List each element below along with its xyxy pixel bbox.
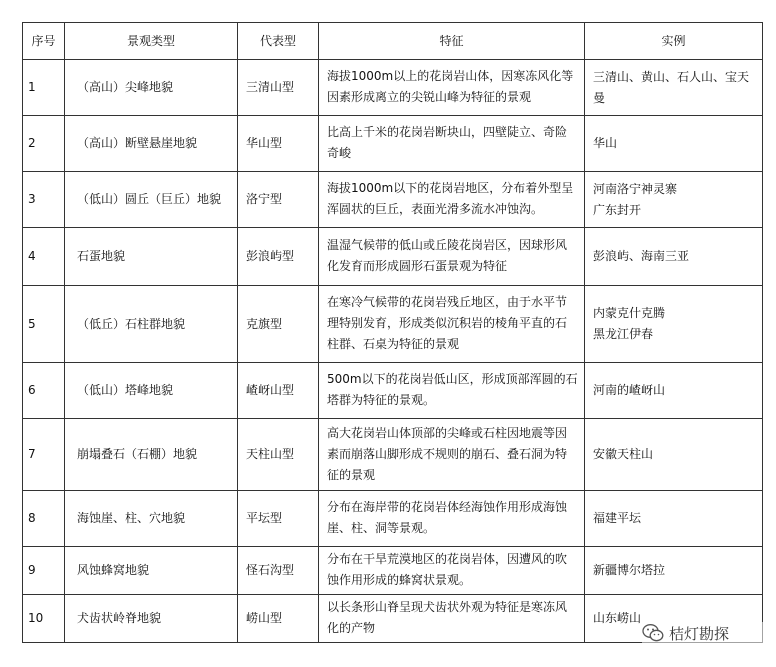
row-feature: 海拔1000m以上的花岗岩山体，因寒冻风化等因素形成离立的尖锐山峰为特征的景观: [319, 60, 585, 116]
row-landform: 犬齿状岭脊地貌: [65, 595, 238, 643]
row-landform: 风蚀蜂窝地貌: [65, 547, 238, 595]
row-example: 河南的嵖岈山: [585, 363, 763, 419]
row-type: 平坛型: [238, 491, 319, 547]
row-landform: （低山）圆丘（巨丘）地貌: [65, 172, 238, 228]
watermark: [642, 622, 768, 644]
row-type: 华山型: [238, 116, 319, 172]
row-example: 河南洛宁神灵寨 广东封开: [585, 172, 763, 228]
row-type: 怪石沟型: [238, 547, 319, 595]
row-type: 崂山型: [238, 595, 319, 643]
row-index: 3: [23, 172, 65, 228]
row-example: 内蒙克什克腾 黑龙江伊春: [585, 286, 763, 363]
row-index: 6: [23, 363, 65, 419]
row-type: 嵖岈山型: [238, 363, 319, 419]
row-index: 8: [23, 491, 65, 547]
table-row: [23, 491, 763, 547]
row-example: 新疆博尔塔拉: [585, 547, 763, 595]
table-row: [23, 286, 763, 363]
row-landform: （高山）断壁悬崖地貌: [65, 116, 238, 172]
table-row: [23, 363, 763, 419]
row-type: 彭浪屿型: [238, 228, 319, 286]
watermark-text: 桔灯勘探: [669, 624, 730, 643]
header-feature: 特征: [319, 23, 585, 60]
row-index: 5: [23, 286, 65, 363]
table-header-row: [23, 23, 763, 60]
header-index: 序号: [23, 23, 65, 60]
wechat-icon: [642, 623, 664, 643]
row-landform: （低山）塔峰地貌: [65, 363, 238, 419]
table-row: [23, 419, 763, 491]
table-row: [23, 60, 763, 116]
row-index: 1: [23, 60, 65, 116]
row-index: 2: [23, 116, 65, 172]
table-row: [23, 228, 763, 286]
row-example: 华山: [585, 116, 763, 172]
row-feature: 温湿气候带的低山或丘陵花岗岩区，因球形风化发育而形成圆形石蛋景观为特征: [319, 228, 585, 286]
row-feature: 以长条形山脊呈现犬齿状外观为特征是寒冻风化的产物: [319, 595, 585, 643]
row-landform: （高山）尖峰地貌: [65, 60, 238, 116]
table-row: [23, 116, 763, 172]
row-example: 三清山、黄山、石人山、宝天曼: [585, 60, 763, 116]
row-feature: 在寒冷气候带的花岗岩残丘地区，由于水平节理特别发育，形成类似沉积岩的棱角平直的石柱群、石桌为特征的景观: [319, 286, 585, 363]
granite-landscape-table: [22, 22, 763, 643]
row-index: 4: [23, 228, 65, 286]
header-landform: 景观类型: [65, 23, 238, 60]
row-example: 山东崂山: [585, 595, 763, 643]
row-landform: （低丘）石柱群地貌: [65, 286, 238, 363]
row-example: 安徽天柱山: [585, 419, 763, 491]
row-type: 洛宁型: [238, 172, 319, 228]
row-type: 天柱山型: [238, 419, 319, 491]
row-type: 三清山型: [238, 60, 319, 116]
header-type: 代表型: [238, 23, 319, 60]
row-landform: 石蛋地貌: [65, 228, 238, 286]
row-index: 7: [23, 419, 65, 491]
row-feature: 分布在干旱荒漠地区的花岗岩体，因遭风的吹蚀作用形成的蜂窝状景观。: [319, 547, 585, 595]
row-feature: 比高上千米的花岗岩断块山，四壁陡立、奇险奇峻: [319, 116, 585, 172]
row-landform: 崩塌叠石（石棚）地貌: [65, 419, 238, 491]
row-type: 克旗型: [238, 286, 319, 363]
row-index: 10: [23, 595, 65, 643]
row-feature: 海拔1000m以下的花岗岩地区，分布着外型呈浑圆状的巨丘，表面光滑多流水冲蚀沟。: [319, 172, 585, 228]
row-landform: 海蚀崖、柱、穴地貌: [65, 491, 238, 547]
header-example: 实例: [585, 23, 763, 60]
row-example: 彭浪屿、海南三亚: [585, 228, 763, 286]
row-example: 福建平坛: [585, 491, 763, 547]
row-feature: 高大花岗岩山体顶部的尖峰或石柱因地震等因素而崩落山脚形成不规则的崩石、叠石洞为特征的景观: [319, 419, 585, 491]
row-feature: 500m以下的花岗岩低山区，形成顶部浑圆的石塔群为特征的景观。: [319, 363, 585, 419]
table-row: [23, 547, 763, 595]
row-index: 9: [23, 547, 65, 595]
table-row: [23, 172, 763, 228]
row-feature: 分布在海岸带的花岗岩体经海蚀作用形成海蚀崖、柱、洞等景观。: [319, 491, 585, 547]
